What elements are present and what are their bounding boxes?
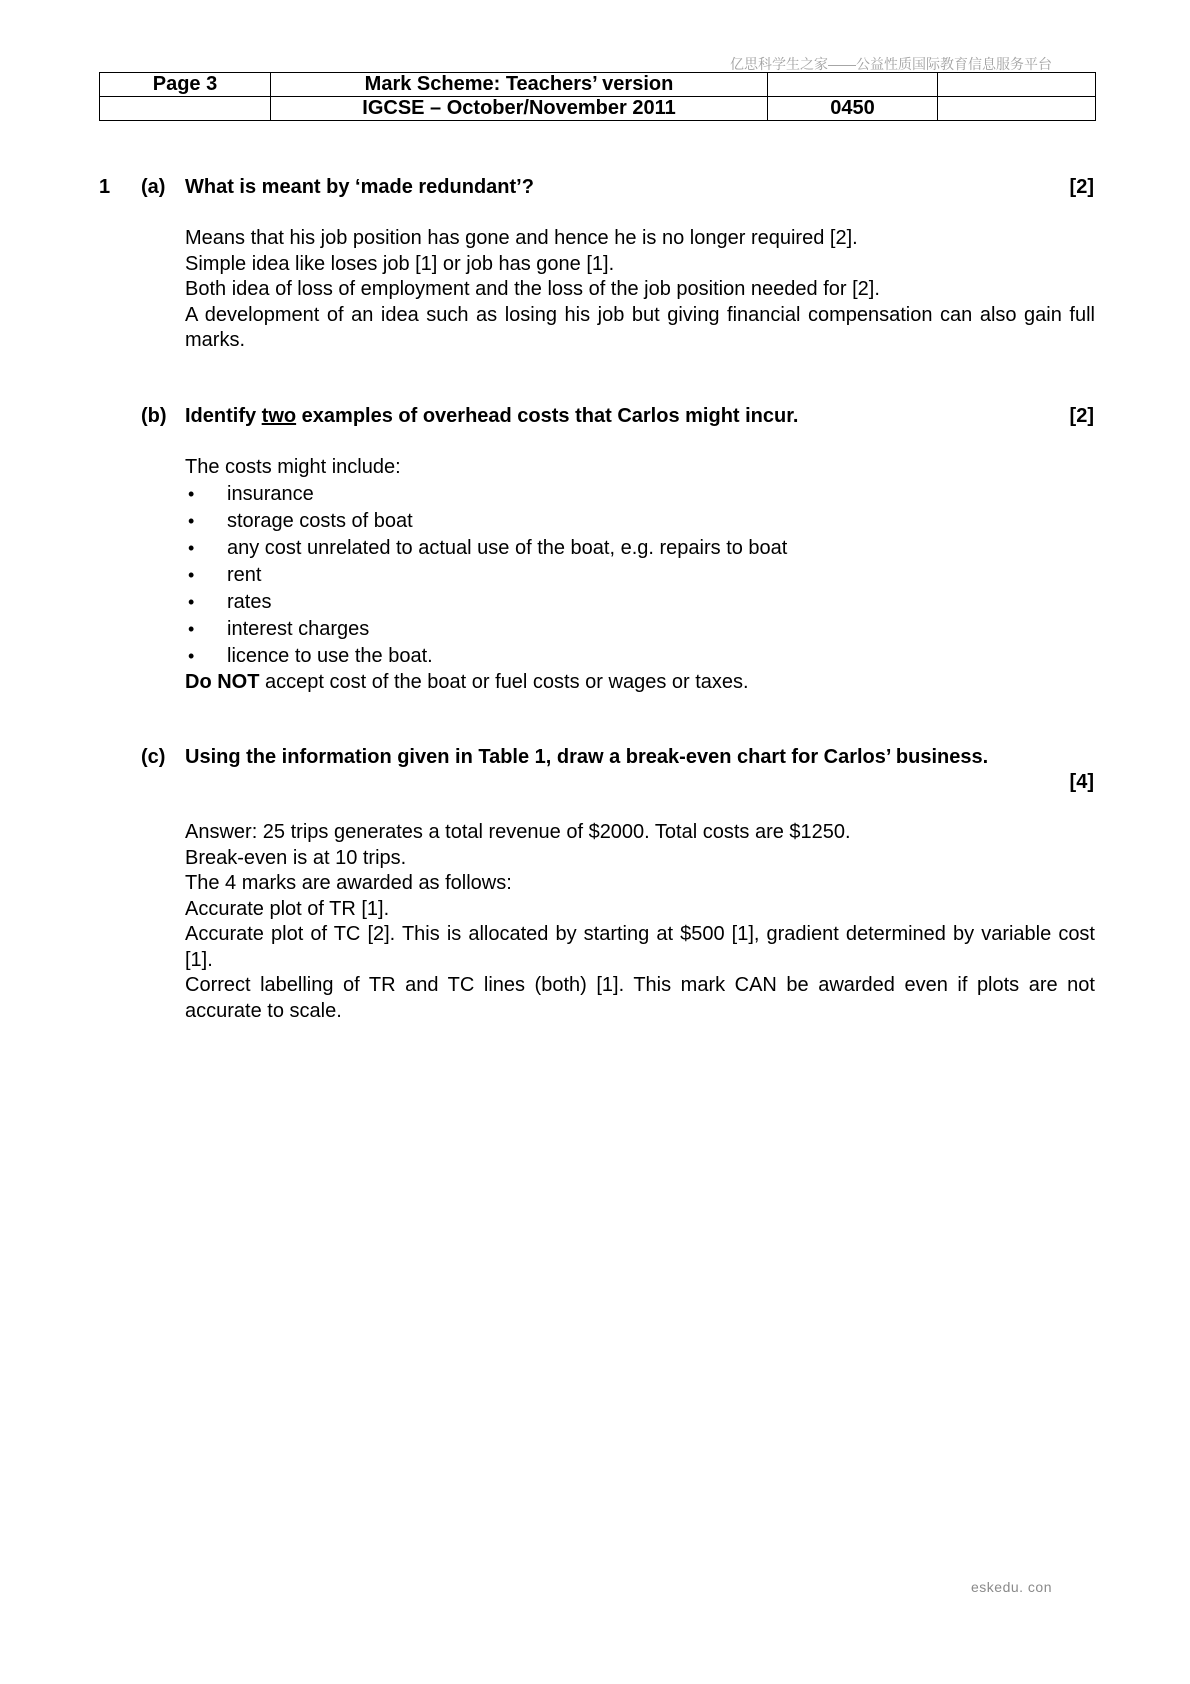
- question-text-pre: Identify: [185, 405, 262, 427]
- list-item: [185, 535, 1095, 562]
- note-emphasis: Do NOT: [185, 670, 260, 693]
- syllabus-code: 0450: [768, 97, 938, 121]
- answer-line: Means that his job position has gone and hence he is no longer required [2].: [185, 227, 858, 249]
- mark-allocation: [4]: [1069, 771, 1094, 793]
- header-cell-empty: [768, 73, 938, 97]
- question-part-label: (c): [141, 746, 166, 768]
- list-item: [185, 616, 1095, 643]
- question-number: 1: [99, 176, 111, 198]
- watermark-footer: eskedu. con: [971, 1579, 1052, 1595]
- note-text: accept cost of the boat or fuel costs or wages or taxes.: [259, 670, 749, 693]
- question-text: Using the information given in Table 1, draw a break-even chart for Carlos’ business.: [185, 746, 989, 768]
- list-item-text: interest charges: [227, 617, 370, 640]
- answer-intro: The costs might include:: [185, 456, 401, 478]
- exam-session: IGCSE – October/November 2011: [271, 97, 768, 121]
- bullet-icon: •: [188, 510, 195, 531]
- answer-line: Answer: 25 trips generates a total revenue of $2000. Total costs are $1250.: [185, 821, 851, 843]
- list-item-text: licence to use the boat.: [227, 644, 433, 667]
- question-text: [185, 405, 798, 428]
- header-cell-empty: [100, 97, 271, 121]
- answer-note: [185, 670, 1095, 696]
- list-item-text: rent: [227, 563, 262, 586]
- page-number: Page 3: [100, 73, 271, 97]
- page-header-table: [99, 72, 1096, 121]
- answer-line: Both idea of loss of employment and the loss of the job position needed for [2].: [185, 278, 880, 300]
- answer-line: The 4 marks are awarded as follows:: [185, 872, 512, 894]
- answer-line: Break-even is at 10 trips.: [185, 846, 407, 869]
- header-cell-empty: [938, 73, 1096, 97]
- paper-number: [938, 97, 1096, 121]
- question-text: What is meant by ‘made redundant’?: [185, 176, 534, 198]
- question-part-label: (a): [141, 176, 166, 198]
- answer-line: Accurate plot of TC [2]. This is allocated by starting at $500 [1], gradient determined by variable cost [1].: [185, 923, 1095, 971]
- bullet-icon: •: [188, 537, 195, 558]
- bullet-list: [185, 481, 1095, 670]
- list-item: [185, 643, 1095, 670]
- answer-block: [185, 820, 1095, 1024]
- list-item-text: storage costs of boat: [227, 509, 413, 532]
- bullet-icon: •: [188, 564, 195, 585]
- answer-block: [185, 455, 1095, 695]
- list-item-text: rates: [227, 590, 272, 613]
- question-text-post: examples of overhead costs that Carlos might incur.: [296, 405, 799, 427]
- answer-line: Simple idea like loses job [1] or job has gone [1].: [185, 252, 615, 275]
- bullet-icon: •: [188, 618, 195, 639]
- question-part-label: (b): [141, 405, 167, 427]
- watermark-text: 亿思科学生之家——公益性质国际教育信息服务平台: [730, 56, 1052, 72]
- bullet-icon: •: [188, 645, 195, 666]
- list-item-text: any cost unrelated to actual use of the boat, e.g. repairs to boat: [227, 536, 788, 559]
- mark-allocation: [2]: [1069, 176, 1094, 198]
- answer-line: A development of an idea such as losing his job but giving financial compensation can also gain full marks.: [185, 303, 1095, 351]
- list-item-text: insurance: [227, 482, 314, 505]
- mark-allocation: [2]: [1069, 405, 1094, 427]
- list-item: [185, 508, 1095, 535]
- answer-line: Correct labelling of TR and TC lines (both) [1]. This mark CAN be awarded even if plots are not accurate to scale.: [185, 974, 1095, 1022]
- bullet-icon: •: [188, 591, 195, 612]
- list-item: [185, 481, 1095, 508]
- list-item: [185, 562, 1095, 589]
- answer-block: [185, 226, 1095, 354]
- question-text-emphasis: two: [261, 405, 297, 427]
- document-title: Mark Scheme: Teachers’ version: [271, 73, 768, 97]
- list-item: [185, 589, 1095, 616]
- answer-line: Accurate plot of TR [1].: [185, 897, 390, 920]
- bullet-icon: •: [188, 483, 195, 504]
